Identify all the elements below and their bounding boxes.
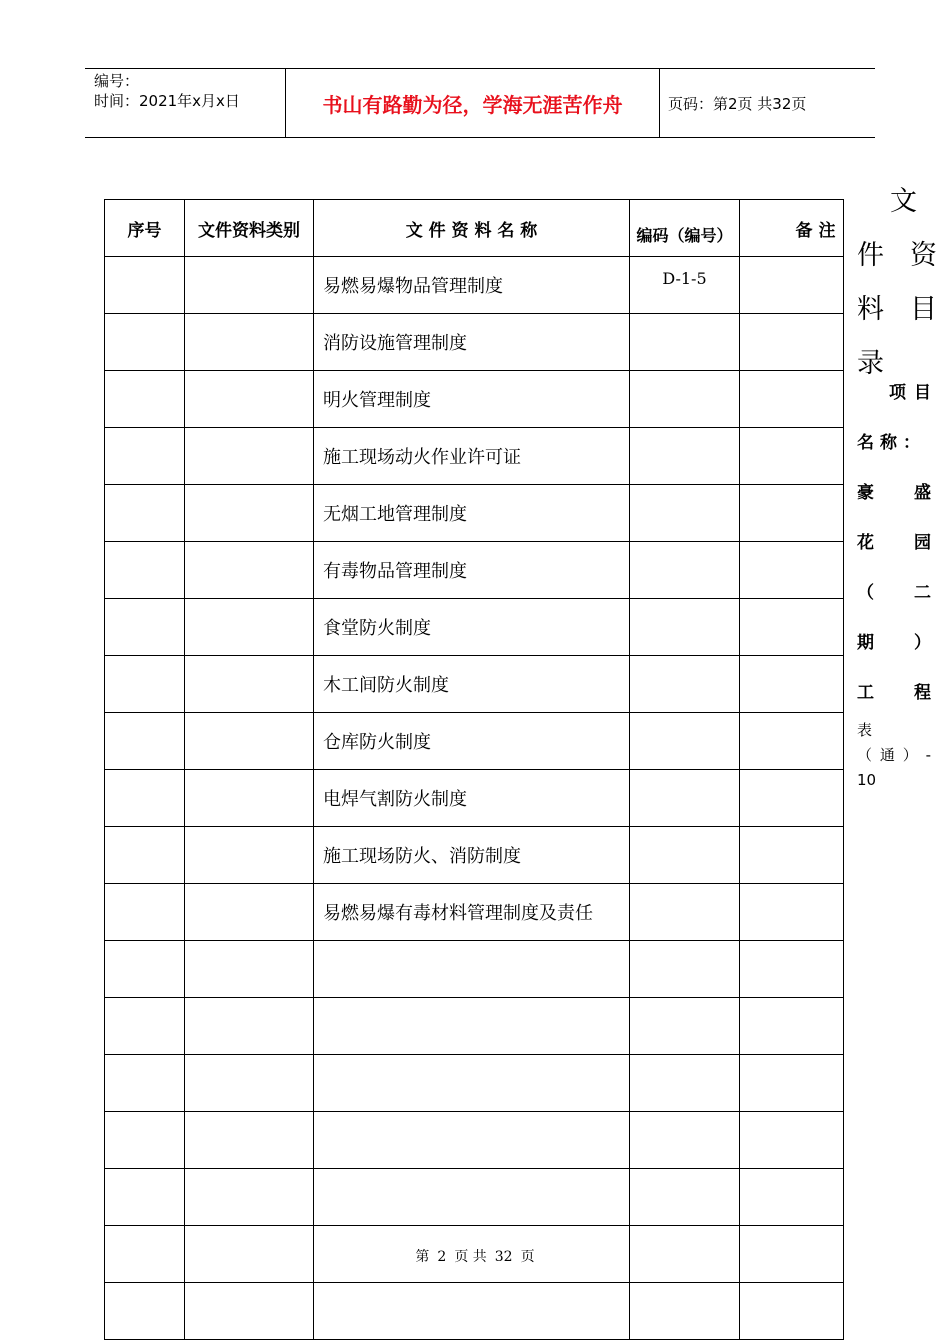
- table-row: [105, 884, 844, 941]
- table-row: [105, 1112, 844, 1169]
- cell-code: [630, 1112, 740, 1169]
- cell-document-name: 消防设施管理制度: [314, 314, 630, 371]
- column-header-remark: 备 注: [740, 200, 844, 257]
- table-header-row: [105, 200, 844, 257]
- cell-document-name: 仓库防火制度: [314, 713, 630, 770]
- side-title-char: 件: [857, 240, 884, 271]
- cell-category: [185, 713, 314, 770]
- side-title-char: 目: [910, 294, 937, 325]
- cell-seq: [105, 941, 185, 998]
- cell-code: [630, 884, 740, 941]
- cell-category: [185, 257, 314, 314]
- cell-document-name: 易燃易爆有毒材料管理制度及责任: [314, 884, 630, 941]
- project-label-char: 目: [914, 383, 931, 403]
- cell-category: [185, 1283, 314, 1340]
- footer-page-prefix: 第: [415, 1249, 430, 1265]
- cell-remark: [740, 941, 844, 998]
- project-label-char: 称: [880, 433, 897, 453]
- form-code-char: ）: [902, 746, 918, 764]
- form-code-char: （: [857, 746, 873, 764]
- table-row: [105, 599, 844, 656]
- cell-document-name: 有毒物品管理制度: [314, 542, 630, 599]
- cell-document-name: 施工现场动火作业许可证: [314, 428, 630, 485]
- table-row: [105, 827, 844, 884]
- cell-seq: [105, 827, 185, 884]
- cell-category: [185, 941, 314, 998]
- table-row: [105, 1169, 844, 1226]
- cell-code: [630, 713, 740, 770]
- column-header-name: 文 件 资 料 名 称: [314, 200, 630, 257]
- page-footer: [0, 1246, 950, 1266]
- cell-code: [630, 428, 740, 485]
- footer-page-suffix: 页: [520, 1249, 535, 1265]
- project-name-char: 期: [857, 633, 874, 653]
- cell-category: [185, 1112, 314, 1169]
- cell-code: [630, 1055, 740, 1112]
- side-title-char: 资: [910, 240, 937, 271]
- cell-document-name: [314, 998, 630, 1055]
- cell-document-name: 食堂防火制度: [314, 599, 630, 656]
- cell-seq: [105, 1055, 185, 1112]
- side-title-char: 录: [857, 348, 884, 379]
- cell-remark: [740, 770, 844, 827]
- cell-seq: [105, 713, 185, 770]
- header-page-info: 页码：第2页 共32页: [668, 95, 807, 113]
- cell-remark: [740, 428, 844, 485]
- cell-category: [185, 371, 314, 428]
- cell-code: [630, 1283, 740, 1340]
- cell-seq: [105, 1283, 185, 1340]
- cell-remark: [740, 1055, 844, 1112]
- cell-code: [630, 485, 740, 542]
- side-form-code: [857, 718, 931, 793]
- cell-document-name: [314, 1283, 630, 1340]
- cell-category: [185, 884, 314, 941]
- cell-remark: [740, 1283, 844, 1340]
- footer-page-mid: 页 共: [454, 1249, 487, 1265]
- cell-document-name: 无烟工地管理制度: [314, 485, 630, 542]
- cell-code: [630, 542, 740, 599]
- cell-remark: [740, 884, 844, 941]
- cell-category: [185, 314, 314, 371]
- cell-seq: [105, 485, 185, 542]
- table-row: [105, 485, 844, 542]
- cell-seq: [105, 599, 185, 656]
- cell-category: [185, 770, 314, 827]
- cell-code: [630, 827, 740, 884]
- table-row: [105, 941, 844, 998]
- cell-remark: [740, 998, 844, 1055]
- cell-code: [630, 998, 740, 1055]
- cell-code: D-1-5: [630, 257, 740, 314]
- document-index-table: [104, 199, 844, 1340]
- cell-remark: [740, 656, 844, 713]
- cell-remark: [740, 1169, 844, 1226]
- cell-remark: [740, 314, 844, 371]
- cell-document-name: 施工现场防火、消防制度: [314, 827, 630, 884]
- cell-remark: [740, 485, 844, 542]
- project-name-char: 豪: [857, 483, 874, 503]
- cell-code: [630, 371, 740, 428]
- cell-document-name: [314, 941, 630, 998]
- cell-document-name: [314, 1112, 630, 1169]
- form-code-char: 通: [879, 746, 895, 764]
- cell-seq: [105, 428, 185, 485]
- table-row: [105, 998, 844, 1055]
- cell-seq: [105, 998, 185, 1055]
- column-header-seq: 序号: [105, 200, 185, 257]
- cell-category: [185, 827, 314, 884]
- cell-remark: [740, 1112, 844, 1169]
- cell-code: [630, 1169, 740, 1226]
- cell-category: [185, 599, 314, 656]
- side-title-char: 文: [890, 186, 917, 217]
- page-header: [85, 68, 875, 138]
- project-name-char: 花: [857, 533, 874, 553]
- side-project-name: [857, 380, 931, 730]
- cell-code: [630, 770, 740, 827]
- cell-seq: [105, 371, 185, 428]
- cell-seq: [105, 1112, 185, 1169]
- cell-category: [185, 485, 314, 542]
- table-row: [105, 713, 844, 770]
- side-title: [857, 175, 937, 391]
- cell-document-name: [314, 1055, 630, 1112]
- footer-page-total: 32: [494, 1249, 513, 1265]
- table-row: [105, 1283, 844, 1340]
- cell-remark: [740, 599, 844, 656]
- cell-seq: [105, 1169, 185, 1226]
- cell-document-name: 电焊气割防火制度: [314, 770, 630, 827]
- cell-category: [185, 1169, 314, 1226]
- header-divider: [659, 69, 660, 137]
- cell-code: [630, 314, 740, 371]
- table-row: [105, 428, 844, 485]
- cell-seq: [105, 770, 185, 827]
- table-row: [105, 314, 844, 371]
- table-row: [105, 1055, 844, 1112]
- cell-seq: [105, 884, 185, 941]
- project-name-char: 程: [914, 683, 931, 703]
- cell-remark: [740, 713, 844, 770]
- cell-seq: [105, 257, 185, 314]
- footer-page-current: 2: [437, 1249, 447, 1265]
- project-name-char: 盛: [914, 483, 931, 503]
- table-row: [105, 770, 844, 827]
- cell-remark: [740, 257, 844, 314]
- cell-document-name: 易燃易爆物品管理制度: [314, 257, 630, 314]
- project-name-char: （: [857, 583, 874, 603]
- cell-seq: [105, 656, 185, 713]
- side-title-char: 料: [857, 294, 884, 325]
- column-header-code: 编码（编号）: [630, 200, 740, 257]
- table-row: [105, 371, 844, 428]
- form-label: 表: [857, 721, 873, 739]
- table-row: [105, 257, 844, 314]
- cell-remark: [740, 371, 844, 428]
- doc-number-label: 编号：: [94, 72, 140, 90]
- cell-remark: [740, 542, 844, 599]
- cell-code: [630, 656, 740, 713]
- project-label-char: 名: [857, 433, 874, 453]
- date-label: 时间：2021年x月x日: [94, 92, 240, 110]
- header-motto: 书山有路勤为径，学海无涯苦作舟: [322, 92, 623, 117]
- header-meta: [94, 71, 240, 111]
- form-code-char: -: [925, 746, 931, 764]
- project-name-char: ）: [914, 633, 931, 653]
- cell-document-name: [314, 1169, 630, 1226]
- cell-category: [185, 998, 314, 1055]
- cell-code: [630, 599, 740, 656]
- cell-category: [185, 656, 314, 713]
- column-header-category: 文件资料类别: [185, 200, 314, 257]
- form-number: 10: [857, 771, 877, 789]
- project-label-char: ：: [903, 433, 920, 453]
- cell-category: [185, 428, 314, 485]
- project-name-char: 二: [914, 583, 931, 603]
- project-name-char: 园: [914, 533, 931, 553]
- cell-category: [185, 542, 314, 599]
- table-row: [105, 542, 844, 599]
- project-label-char: 项: [889, 383, 906, 403]
- cell-document-name: 木工间防火制度: [314, 656, 630, 713]
- table-row: [105, 656, 844, 713]
- cell-code: [630, 941, 740, 998]
- cell-category: [185, 1055, 314, 1112]
- cell-document-name: 明火管理制度: [314, 371, 630, 428]
- cell-seq: [105, 542, 185, 599]
- project-name-char: 工: [857, 683, 874, 703]
- cell-remark: [740, 827, 844, 884]
- cell-seq: [105, 314, 185, 371]
